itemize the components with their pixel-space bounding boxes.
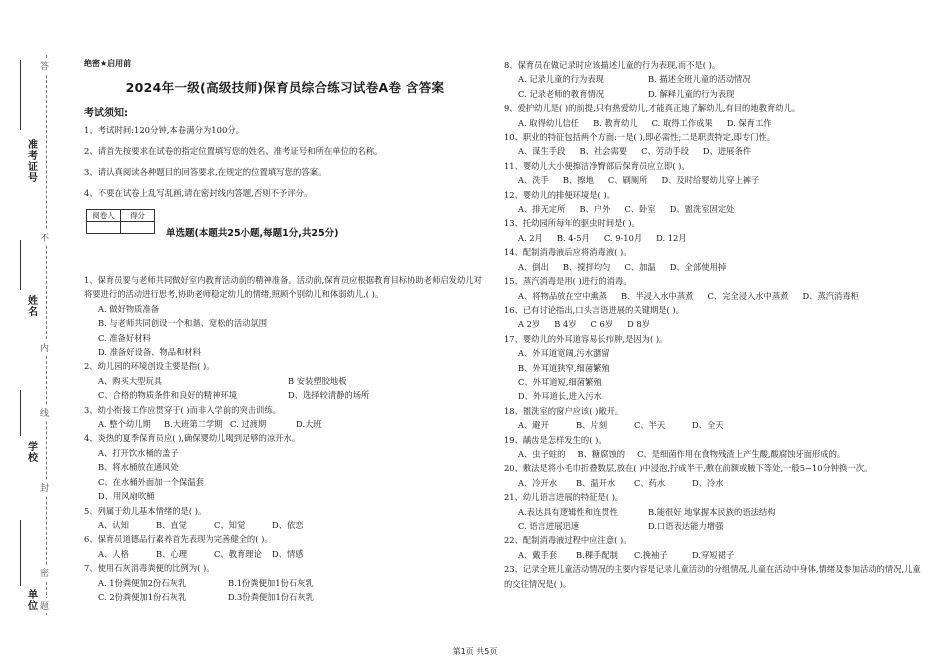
answer-option[interactable]: A、认知 [98,519,129,530]
answer-option[interactable]: B、温开水 [576,477,616,488]
answer-option[interactable]: C. 取得工作成果 [651,117,713,128]
answer-option[interactable]: B.1份粪便加1份石灰乳 [228,577,314,588]
question [504,101,922,130]
answer-option[interactable]: A、避开 [518,420,549,431]
school-label: 学校 [28,442,38,464]
answer-option-row [504,418,922,432]
seal-mark: 内 [40,340,49,355]
section-title: 单选题(本题共25小题,每题1分,共25分) [166,228,339,239]
answer-option[interactable]: B 安装塑胶地板 [288,375,347,386]
exam-number-label: 准考证号 [28,140,38,184]
answer-option[interactable]: B. 4-5月 [556,232,590,243]
answer-option-row [504,144,922,158]
question [84,532,486,561]
answer-option[interactable]: D.口语表达能力增强 [648,521,724,531]
question [504,433,922,462]
answer-option[interactable]: A、冷开水 [518,477,558,488]
questions-right [504,58,922,591]
page-title: 2024年一级(高级技师)保育员综合练习试卷A卷 含答案 [125,80,445,95]
question [84,561,486,604]
answer-option[interactable]: C. 过渡期 [230,419,267,430]
answer-option[interactable]: D 8岁 [627,319,650,330]
binding-strip [0,0,66,671]
answer-option[interactable]: C、外耳道短,细菌繁殖 [518,376,602,387]
answer-option[interactable]: D、及时给婴幼儿穿上裤子 [661,175,760,186]
question [84,431,486,503]
answer-option[interactable]: B. 教育幼儿 [593,117,638,128]
right-column [504,58,922,591]
answer-option[interactable]: D. 保育工作 [726,117,772,128]
answer-option-row [504,289,922,303]
answer-option-row [504,231,922,245]
answer-option[interactable]: D.3份粪便加1份石灰乳 [228,591,314,602]
answer-option[interactable]: B、搅拌均匀 [562,261,611,272]
answer-option[interactable]: D.穿短裙子 [692,549,735,560]
seal-mark: 封 [40,480,49,495]
answer-option[interactable]: D、情感 [272,548,304,559]
answer-option[interactable]: D、全部使用掉 [669,261,727,272]
question-text: 15、蒸汽消毒是用( )进行的消毒。 [504,276,632,287]
answer-option[interactable]: C. 记录老师的教育情况 [518,88,604,99]
question [84,504,486,533]
answer-option[interactable]: A. 记录儿童的行为表现 [518,74,604,85]
answer-option[interactable]: B、直觉 [156,519,187,530]
seal-mark: 不 [40,230,49,245]
question [504,58,922,101]
answer-option[interactable]: B. 与老师共同创设一个和谐、宽松的活动氛围 [98,318,268,329]
answer-option-row [504,317,922,331]
answer-option[interactable]: A、人格 [98,548,129,559]
question-text: 16、已有讨论指出,口头言语进展的关键期是( )。 [504,304,684,315]
question [504,562,922,591]
answer-option[interactable]: D. 12月 [656,232,687,243]
question-text: 23、记录全班儿童活动情况的主要内容是记录儿童活动的分组情况,儿童在活动中身体,情绪及参加活动的情况,儿童的交往情况是( )。 [504,564,921,589]
seal-dashed-line [46,55,47,615]
question-text: 21、幼儿语言进展的特征是( )。 [504,492,624,503]
question-text: 18、盥洗室的窗户应该( )敞开。 [504,405,624,416]
answer-option[interactable]: D、进展条件 [702,146,752,157]
answer-option[interactable]: A、倒出 [518,261,549,272]
score-cell-score: 得分 [121,210,155,222]
answer-option[interactable]: D、盥洗室固定处 [669,204,735,215]
question-text: 13、托幼园所每年的驱虫时间是( )。 [504,218,640,229]
answer-option-row [504,72,922,86]
question-text: 12、婴幼儿的排便环境是( )。 [504,189,615,200]
question-text: 17、婴幼儿的外耳道容易长疖肿,是因为( )。 [504,333,668,344]
answer-option[interactable]: C、半天 [634,420,666,431]
answer-option[interactable]: B.大班第二学期 [164,419,223,430]
score-cell-grader: 阅卷人 [87,210,121,222]
question [504,159,922,188]
answer-option[interactable]: A. 1份粪便加2份石灰乳 [98,577,187,588]
answer-option[interactable]: C、完全浸入水中蒸煮 [707,290,789,301]
answer-option-row [504,173,922,187]
question [504,303,922,332]
answer-option[interactable]: A.表达具有逻辑性和连贯性 [518,506,618,517]
question-text: 19、龋齿是怎样发生的( )。 [504,434,607,445]
answer-option[interactable]: B、社会需要 [579,146,628,157]
name-label: 姓名 [28,296,38,318]
question [504,188,922,217]
answer-option-row [504,447,922,461]
answer-option[interactable]: B、半浸入水中蒸煮 [620,290,694,301]
answer-option[interactable]: C、知觉 [214,519,246,530]
score-cell-blank[interactable] [121,222,155,234]
fill-line [20,240,21,290]
answer-option[interactable]: C. 2份粪便加1份石灰乳 [98,591,187,602]
answer-option[interactable]: A、外耳道宽阔,污水潴留 [518,348,610,359]
question [504,533,922,562]
question-text: 10、职业的特征包括两个方面:一是( ),即必需性;二是职责特定,即专门性。 [504,132,776,143]
page-footer: 第1页 共5页 [452,647,498,656]
answer-option[interactable]: A. 整个幼儿期 [98,419,151,430]
question [84,359,486,402]
answer-option-row [84,576,486,590]
answer-option-row [504,260,922,274]
question [504,461,922,490]
answer-option-row [504,87,922,101]
answer-option[interactable]: A、洗手 [518,175,549,186]
answer-option[interactable]: D、全天 [692,420,724,431]
answer-option[interactable]: C、药水 [634,477,666,488]
answer-option[interactable]: B、心理 [156,548,187,559]
question-text: 3、幼小衔接工作应贯穿于( )而非入学前的突击训练。 [84,404,281,415]
question [84,403,486,432]
answer-option[interactable]: D、冷水 [692,477,724,488]
question-text: 6、保育员道德品行素养首先表现为完善健全的( )。 [84,534,273,545]
answer-option-row [84,518,486,532]
question [504,130,922,159]
answer-option-row [504,202,922,216]
answer-option[interactable]: A、谋生手段 [518,146,566,157]
answer-option[interactable]: D、依恋 [272,519,304,530]
answer-option[interactable]: A 2岁 [518,319,541,330]
answer-option[interactable]: A. 取得幼儿信任 [518,117,580,128]
answer-option[interactable]: C. 9-10月 [603,232,643,243]
questions-left [84,273,486,604]
question [504,245,922,274]
answer-option-row [84,590,486,604]
answer-option[interactable]: C. 准备好材料 [98,332,151,343]
score-row [84,209,486,239]
answer-option[interactable]: D、用风扇吹桶 [98,491,155,502]
notice-list [84,125,486,199]
answer-option[interactable]: C、合格的物质条件和良好的精神环境 [98,390,238,401]
answer-option[interactable]: A. 2月 [518,232,543,243]
notice-item: 1、考试时间:120分钟,本卷满分为100分。 [84,125,245,135]
question-text: 22、配制消毒液过程中应注意( )。 [504,535,632,546]
answer-option[interactable]: B.稞手配制 [576,549,618,560]
answer-option[interactable]: C、加温 [624,261,656,272]
answer-option[interactable]: B.能很好 地掌握本民族的语法结构 [648,506,776,517]
answer-option-row [504,505,922,519]
question-text: 5、列属于幼儿基本情绪的是( )。 [84,505,207,516]
answer-option[interactable]: B、擦地 [562,175,594,186]
answer-option[interactable]: C、在水桶外面加一个保温套 [98,476,204,487]
question [504,216,922,245]
answer-option[interactable]: C.挽袖子 [634,549,668,560]
answer-option[interactable]: B、片刻 [576,420,607,431]
question-text: 4、炎热的夏季保育员应( ),确保婴幼儿喝到足够的凉开水。 [84,433,301,444]
question-text: 7、使用石灰消毒粪便的比例为( )。 [84,563,215,574]
confidential-tag: 绝密★启用前 [84,59,132,68]
answer-option[interactable]: A、戴手套 [518,549,558,560]
answer-option[interactable]: B. 描述全班儿童的活动情况 [648,74,751,85]
question [504,274,922,303]
answer-option[interactable]: D.大班 [296,419,322,430]
question-text: 2、幼儿园的环境创设主要是指( )。 [84,361,215,372]
answer-option[interactable]: C 6岁 [590,319,614,330]
answer-option[interactable]: C、是细菌作用在食物残渣上产生酸,酸腐蚀牙面形成的。 [637,448,846,459]
fill-line [20,390,21,436]
answer-option[interactable]: B 4岁 [554,319,577,330]
score-cell-blank[interactable] [87,222,121,234]
answer-option-row [504,519,922,533]
seal-mark: 题 [40,598,49,613]
answer-option-row [84,417,486,431]
notice-item: 3、请认真阅读各种题目的回答要求,在规定的位置填写您的答案。 [84,167,327,177]
answer-option[interactable]: B、外耳道狭窄,细菌繁殖 [518,362,610,373]
question [504,332,922,404]
answer-option-row [504,476,922,490]
answer-option-row [504,116,922,130]
question [84,273,486,359]
question-text: 9、爱护幼儿是( )的前提,只有热爱幼儿,才能真正地了解幼儿,有目的地教育幼儿。 [504,103,801,114]
answer-option[interactable]: A、虫子蛀的 [518,448,566,459]
question-text: 20、敷法是将小毛巾折叠数层,放在( )中浸泡,拧成半干,敷在前额或腋下等处,一般5~10分钟换一次。 [504,463,873,474]
question [504,404,922,433]
answer-option[interactable]: C、劳动手段 [641,146,689,157]
answer-option[interactable]: D. 准备好设备、物品和材料 [98,347,201,358]
question [504,490,922,533]
answer-option[interactable]: D. 解释儿童的行为表现 [648,88,735,99]
answer-option-row [504,548,922,562]
answer-option[interactable]: B、糖腐蚀的 [577,448,626,459]
answer-option[interactable]: A、排无定所 [518,204,566,215]
left-column [84,58,486,604]
answer-option[interactable]: C、卧室 [624,204,656,215]
seal-mark: 答 [40,58,49,73]
answer-option[interactable]: C、刷厕所 [607,175,648,186]
question-text: 8、保育员在做记录时应该描述儿童的行为表现,而不是( )。 [504,60,721,70]
answer-option[interactable]: A. 做好物质准备 [98,303,160,314]
answer-option[interactable]: D、蒸汽消毒柜 [802,290,859,301]
fill-line [20,520,21,586]
notice-item: 4、不要在试卷上乱写乱画,请在密封线内答题,否则不予评分。 [84,188,313,198]
question-text: 14、配制消毒液后应将消毒液( )。 [504,247,632,258]
answer-option[interactable]: C. 语言进展迅速 [518,521,580,531]
unit-label: 单位 [28,590,38,612]
fill-line [20,60,21,130]
answer-option-row [84,388,486,402]
answer-option[interactable]: B、户外 [579,204,611,215]
notice-item: 2、请首先按要求在试卷的指定位置填写您的姓名、准考证号和所在单位的名称。 [84,146,383,156]
notice-heading: 考试须知: [84,108,128,119]
answer-option-row [84,547,486,561]
question-text: 11、婴幼儿大小便擦洁净臀部后保育员应立即( )。 [504,160,690,171]
answer-option[interactable]: B、将水桶放在通风处 [98,462,179,473]
answer-option[interactable]: D、选择较清静的场所 [288,390,370,401]
seal-mark: 线 [40,405,49,420]
answer-option[interactable]: C、教育理论 [214,548,262,559]
seal-mark: 密 [40,565,49,580]
answer-option-row [84,374,486,388]
answer-option[interactable]: A、购买大型玩具 [98,375,163,386]
answer-option[interactable]: D、外耳道长,进入污水 [518,391,602,402]
answer-option[interactable]: A、打开饮水桶的盖子 [98,447,179,458]
score-table [86,209,155,234]
question-text: 1、保育员要与老师共同做好室内教育活动前的精神准备。活动前,保育员应根据教育目标协助老师启发幼儿对将要进行的活动进行思考,协助老师稳定幼儿的情绪,照顾个别幼儿和体弱幼儿,( )。 [84,275,482,300]
answer-option[interactable]: A、将物品放在空中熏蒸 [518,290,607,301]
